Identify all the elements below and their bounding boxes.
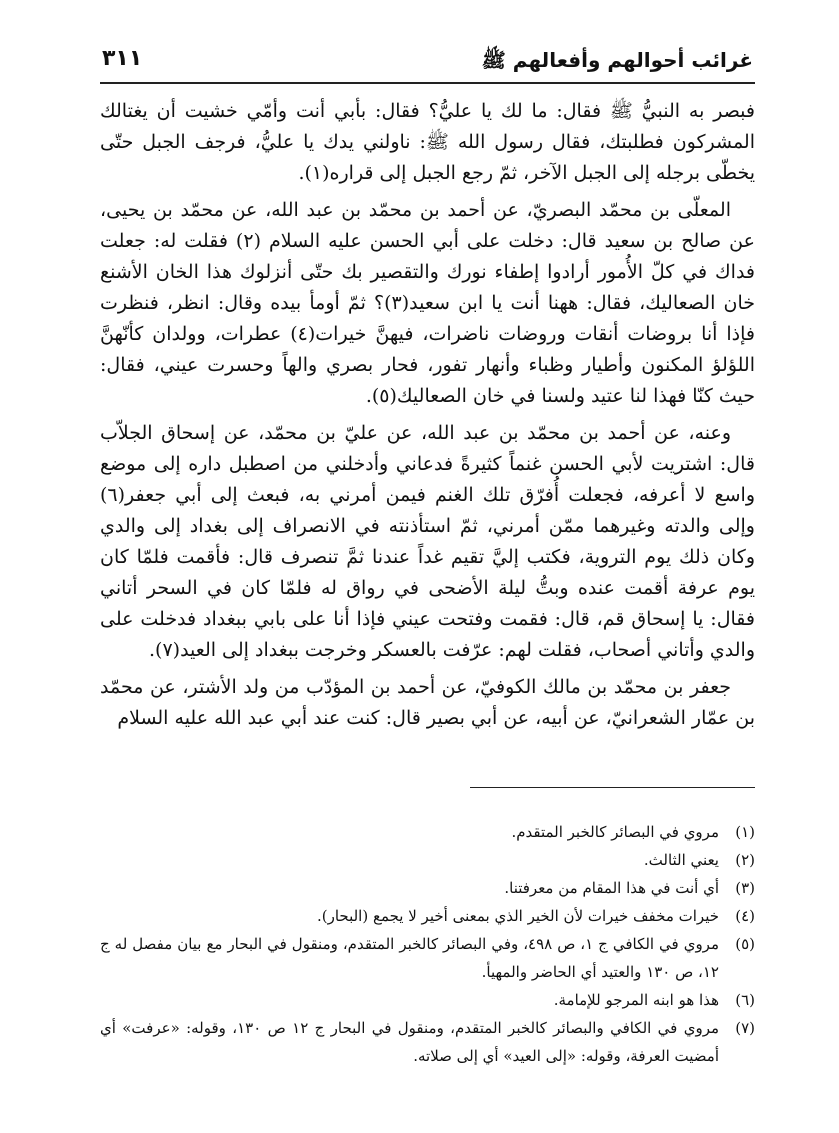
footnote-item xyxy=(100,846,755,874)
footnote-text: يعني الثالث. xyxy=(643,851,719,869)
footnote-number: (٥) xyxy=(735,935,755,953)
footnote-text: مروي في الكافي ج ١، ص ٤٩٨، وفي البصائر كالخبر المتقدم، ومنقول في البحار مع بيان مفصل له ج ١٢، ص ١٣٠ والعتيد أي الحاضر والمهيأ. xyxy=(100,935,719,981)
main-text-body xyxy=(100,96,755,740)
footnote-item xyxy=(100,930,755,986)
footnote-text: خيرات مخفف خيرات لأن الخير الذي بمعنى أخير لا يجمع (البحار). xyxy=(316,907,719,925)
footnote-text: مروي في الكافي والبصائر كالخبر المتقدم، ومنقول في البحار ج ١٢ ص ١٣٠، وقوله: «عرفت» أي أمضيت العرفة، وقوله: «إلى العيد» أي إلى صلاته. xyxy=(100,1019,719,1065)
footnote-number: (٧) xyxy=(735,1019,755,1037)
footnote-item xyxy=(100,874,755,902)
footnote-divider xyxy=(470,787,755,788)
footnote-item xyxy=(100,818,755,846)
footnote-text: أي أنت في هذا المقام من معرفتنا. xyxy=(504,879,719,897)
footnote-number: (٣) xyxy=(735,879,755,897)
footnote-item xyxy=(100,902,755,930)
page-number: ٣١١ xyxy=(102,46,143,71)
footnote-text: هذا هو ابنه المرجو للإمامة. xyxy=(553,991,719,1009)
footnote-item xyxy=(100,986,755,1014)
footnote-number: (٤) xyxy=(735,907,755,925)
footnote-item xyxy=(100,1014,755,1070)
paragraph-1: فبصر به النبيُّ ﷺ فقال: ما لك يا عليُّ؟ فقال: بأبي أنت وأمّي خشيت أن يغتالك المشركون فطلبتك، فقال رسول الله ﷺ: ناولني يدك يا عليُّ، فرجف الجبل حتّى يخطّى برجله إلى الجبل الآخر، ثمّ رجع الجبل إلى قراره(١). xyxy=(100,100,755,184)
header-divider xyxy=(100,82,755,84)
paragraph-3: وعنه، عن أحمد بن محمّد بن عبد الله، عن عليّ بن محمّد، عن إسحاق الجلاّب قال: اشتريت لأبي الحسن غنماً كثيرةً فدعاني وأدخلني من اصطبل داره إلى موضع واسع لا أعرفه، فجعلت أُفرّق تلك الغنم فيمن أمرني به، فبعث إلى أبي جعفر(٦) وإلى والدته وغيرهما ممّن أمرني، ثمّ استأذنته في الانصراف إلى بغداد إلى والدي وكان ذلك يوم التروية، فكتب إليَّ تقيم غداً عندنا ثمَّ تنصرف قال: فأقمت فلمّا كان يوم عرفة أقمت عنده وبتُّ ليلة الأضحى في رواق له فلمّا كان في السحر أتاني فقال: يا إسحاق قم، قال: فقمت وفتحت عيني فإذا أنا على بابي ببغداد فدخلت على والدي وأتاني أصحاب، فقلت لهم: عرّفت بالعسكر وخرجت ببغداد إلى العيد(٧). xyxy=(100,422,755,661)
footnote-number: (٦) xyxy=(735,991,755,1009)
footnotes-list xyxy=(100,818,755,1070)
footnote-number: (١) xyxy=(735,823,755,841)
footnote-number: (٢) xyxy=(735,851,755,869)
footnote-text: مروي في البصائر كالخبر المتقدم. xyxy=(511,823,719,841)
running-header-title: غرائب أحوالهم وأفعالهم ﷺ xyxy=(481,48,753,72)
paragraph-4: جعفر بن محمّد بن مالك الكوفيّ، عن أحمد بن المؤدّب من ولد الأشتر، عن محمّد بن عمّار الشعرانيّ، عن أبيه، عن أبي بصير قال: كنت عند أبي عبد الله عليه السلام xyxy=(100,676,755,729)
paragraph-2: المعلّى بن محمّد البصريّ، عن أحمد بن محمّد بن عبد الله، عن محمّد بن يحيى، عن صالح بن سعيد قال: دخلت على أبي الحسن عليه السلام (٢) فقلت له: جعلت فداك في كلّ الأُمور أرادوا إطفاء نورك والتقصير بك حتّى أنزلوك هذا الخان الأشنع خان الصعاليك، فقال: ههنا أنت يا ابن سعيد(٣)؟ ثمّ أومأ بيده وقال: انظر، فنظرت فإذا أنا بروضات أنقات وروضات ناضرات، فيهنَّ خيرات(٤) عطرات، وولدان كأنّهنَّ اللؤلؤ المكنون وأطيار وظباء وأنهار تفور، فحار بصري والهاً وحسرت عيني، فقال: حيث كنّا فهذا لنا عتيد ولسنا في خان الصعاليك(٥). xyxy=(100,199,755,407)
